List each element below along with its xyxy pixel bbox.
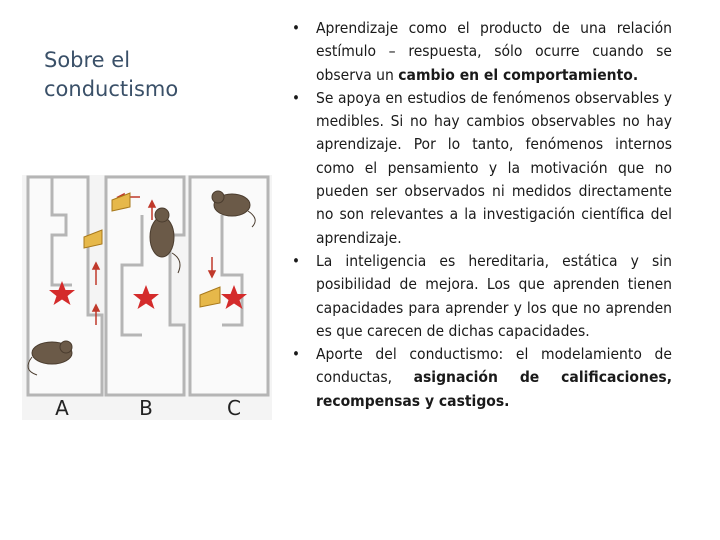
maze-illustration (22, 175, 272, 420)
bullet-item: • La inteligencia es hereditaria, estática y sin posibilidad de mejora. Los que aprenden tienen capacidades para aprender y los que no aprenden es que carecen de dichas capacidades. (292, 250, 672, 343)
slide-title: Sobre el conductismo (44, 48, 179, 101)
bullet-list (292, 17, 672, 413)
bullet-item: • Aprendizaje como el producto de una relación estímulo – respuesta, sólo ocurre cuando se observa un cambio en el comportamiento. (292, 17, 672, 87)
column-label-a: A (55, 396, 69, 420)
bullet-item: • Aporte del conductismo: el modelamiento de conductas, asignación de calificaciones, recompensas y castigos. (292, 343, 672, 413)
column-label-b: B (139, 396, 153, 420)
column-label-c: C (227, 396, 241, 420)
bullet-item: • Se apoya en estudios de fenómenos observables y medibles. Si no hay cambios observables no hay aprendizaje. Por lo tanto, fenómenos internos como el pensamiento y la motivación que no pueden ser observados ni medidos directamente no son relevantes a la investigación científica del aprendizaje. (292, 87, 672, 250)
